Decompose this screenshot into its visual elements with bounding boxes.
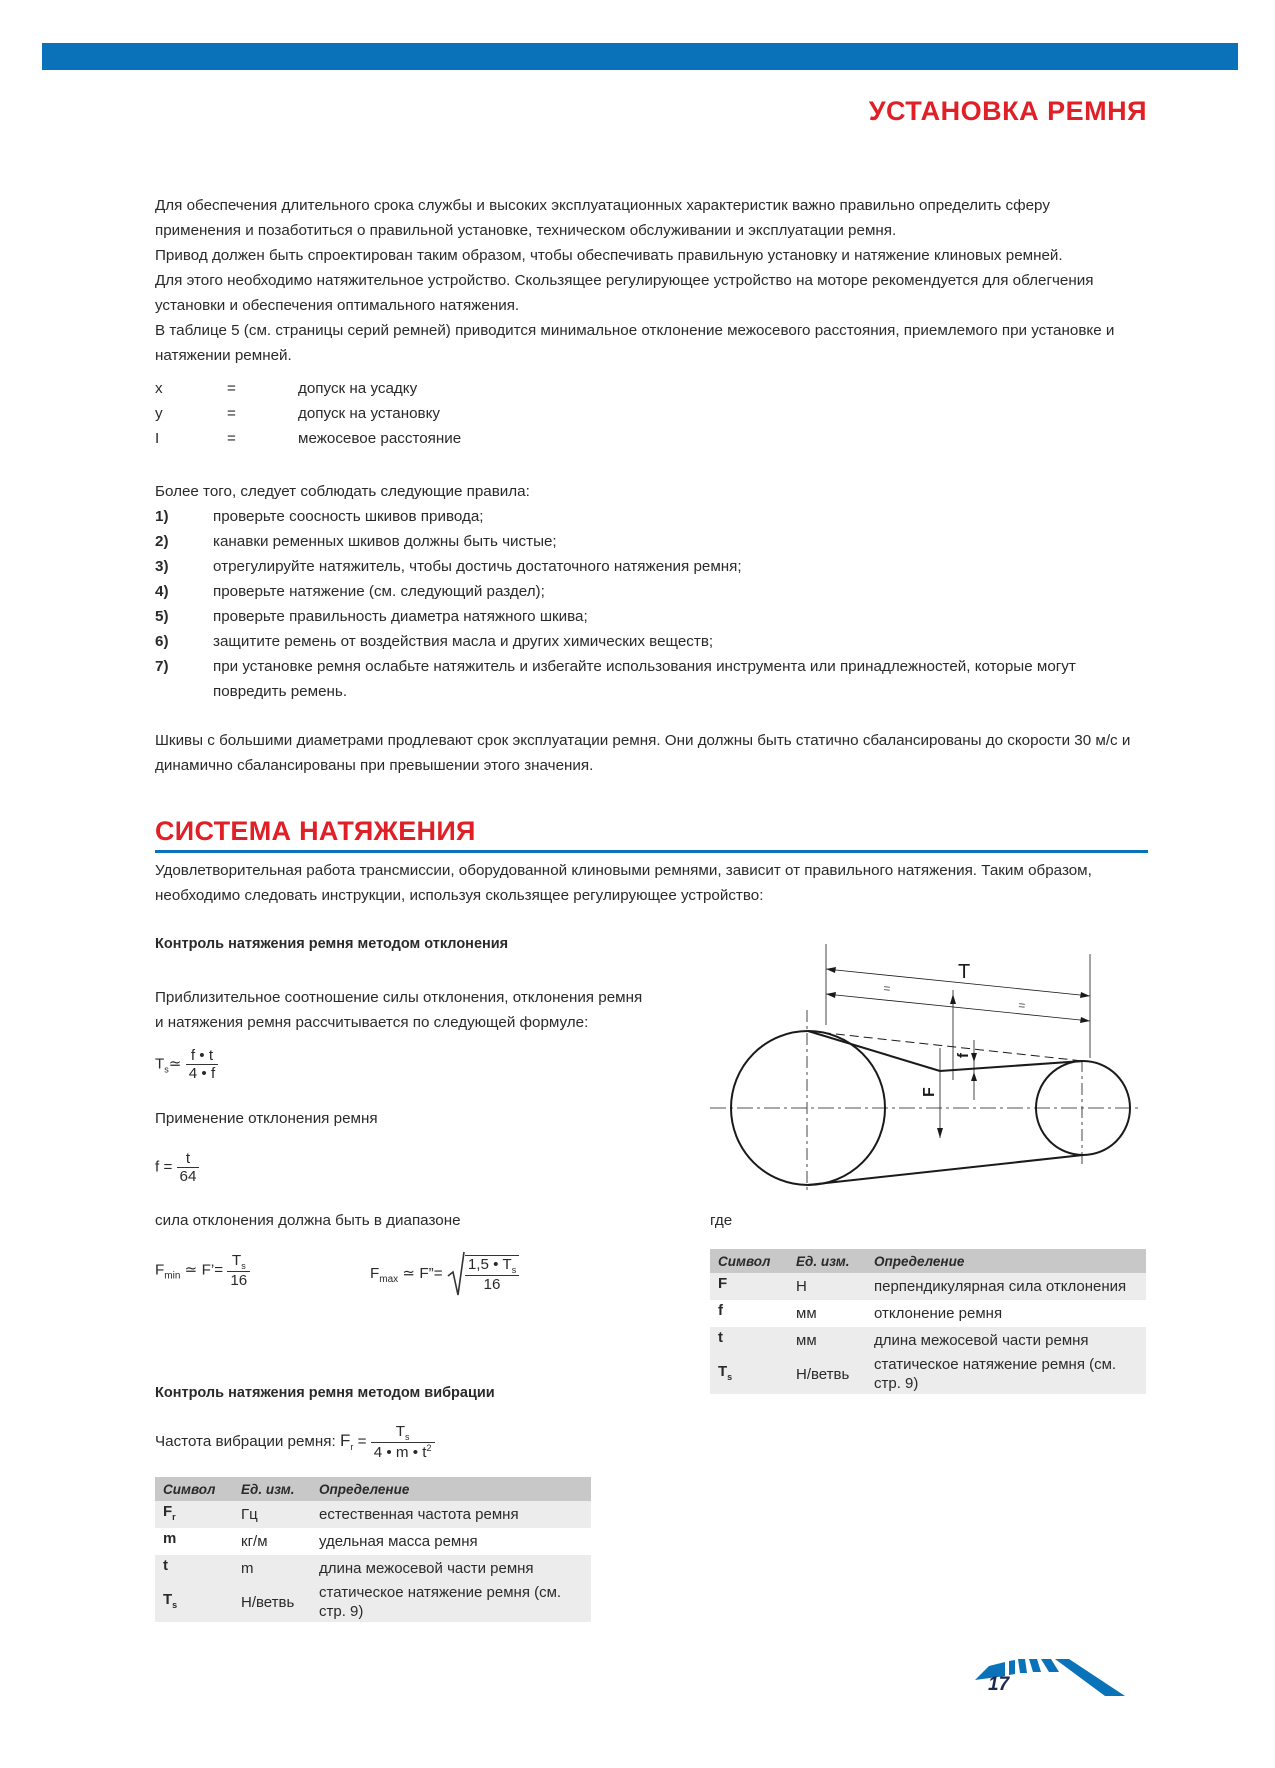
- rule-text: проверьте правильность диаметра натяжного шкива;: [213, 608, 588, 625]
- symbol-eq: =: [227, 430, 236, 447]
- table-header: Ед. изм.: [233, 1477, 311, 1501]
- table-row: m кг/м удельная масса ремня: [155, 1528, 591, 1555]
- rules-list: [155, 479, 1140, 704]
- symbol-desc: межосевое расстояние: [298, 430, 462, 447]
- deflection-symbol-table: [710, 1249, 1146, 1394]
- belt-deflection-diagram: [700, 940, 1150, 1190]
- pulley-note: Шкивы с большими диаметрами продлевают срок эксплуатации ремня. Они должны быть статично сбалансированы до скорости 30 м/с и динамично сбалансированы при превышении этого значения.: [155, 732, 1131, 774]
- rule-text: проверьте соосность шкивов привода;: [213, 508, 484, 525]
- table-row: f мм отклонение ремня: [710, 1300, 1146, 1327]
- diagram-eq-mark: =: [1017, 998, 1027, 1013]
- rule-item: [155, 579, 1140, 604]
- rule-item: [155, 554, 1140, 579]
- rule-text: защитите ремень от воздействия масла и других химических веществ;: [213, 633, 714, 650]
- diagram-label-F: F: [921, 1087, 938, 1097]
- formula-f: f = $\frac{t}{64}$: [155, 1150, 199, 1185]
- table-row: $T_s$ Н/ветвь статическое натяжение ремня (см. стр. 9): [710, 1354, 1146, 1394]
- rule-number: 6): [155, 633, 169, 650]
- symbol: I: [155, 430, 160, 447]
- deflection-text: [155, 985, 715, 1035]
- table-header: Символ: [710, 1249, 788, 1273]
- symbol-eq: =: [227, 380, 236, 397]
- intro-paragraph: Для этого необходимо натяжительное устройство. Скользящее регулирующее устройство на моторе рекомендуется для облегчения установки и обеспечения оптимального натяжения.: [155, 272, 1094, 314]
- rule-text: при установке ремня ослабьте натяжитель и избегайте использования инструмента или принадлежностей, которые могут повредить ремень.: [213, 658, 1076, 700]
- table-row: t мм длина межосевой части ремня: [710, 1327, 1146, 1354]
- intro-text: [155, 193, 1140, 368]
- header-bar: [42, 43, 1238, 70]
- fraction: $\frac{T_s}{16}$: [227, 1252, 250, 1289]
- symbol: y: [155, 405, 163, 422]
- intro-paragraph: В таблице 5 (см. страницы серий ремней) приводится минимальное отклонение межосевого расстояния, приемлемого при установке и натяжении ремней.: [155, 322, 1115, 364]
- rule-item: [155, 654, 1140, 704]
- where-label: где: [710, 1212, 733, 1229]
- page-title: УСТАНОВКА РЕМНЯ: [868, 96, 1147, 126]
- table-header: Символ: [155, 1477, 233, 1501]
- deflection-text-line: Приблизительное соотношение силы отклонения, отклонения ремня: [155, 989, 643, 1006]
- rule-item: [155, 604, 1140, 629]
- rule-number: 5): [155, 608, 169, 625]
- section-rule: [155, 850, 1148, 853]
- table-row: $F_r$ Гц естественная частота ремня: [155, 1501, 591, 1528]
- rule-item: [155, 504, 1140, 529]
- formula-vibration: Частота вибрации ремня: $F_r$ = $\frac{T_s}{4 • m • t^2}$: [155, 1423, 435, 1461]
- table-header: Ед. изм.: [788, 1249, 866, 1273]
- table-row: F Н перпендикулярная сила отклонения: [710, 1273, 1146, 1300]
- formula-ts: $T_s≃$ $\frac{f • t}{4 • f}$: [155, 1047, 218, 1082]
- rule-item: [155, 629, 1140, 654]
- symbol-eq: =: [227, 405, 236, 422]
- rule-number: 3): [155, 558, 169, 575]
- deflection-text-line: и натяжения ремня рассчитывается по следующей формуле:: [155, 1014, 589, 1031]
- fraction: $\frac{1,5 • T_s}{16}$: [465, 1255, 519, 1293]
- intro-paragraph: Для обеспечения длительного срока службы и высоких эксплуатационных характеристик важно правильно определить сферу применения и позаботиться о правильной установке, техническом обслуживании и эксплуатации ремня.: [155, 197, 1050, 239]
- formula-fmax: $F_{max}$ ≃ F”= $\frac{1,5 • T_s}{16}$: [370, 1250, 519, 1298]
- diagram-label-T: T: [958, 961, 971, 983]
- rule-number: 4): [155, 583, 169, 600]
- table-header: Определение: [311, 1477, 591, 1501]
- table-row: t m длина межосевой части ремня: [155, 1555, 591, 1582]
- section-title: СИСТЕМА НАТЯЖЕНИЯ: [155, 816, 476, 846]
- rules-intro: Более того, следует соблюдать следующие правила:: [155, 483, 530, 500]
- fraction: $\frac{f • t}{4 • f}$: [186, 1047, 218, 1082]
- section-intro: Удовлетворительная работа трансмиссии, оборудованной клиновыми ремнями, зависит от правильного натяжения. Таким образом, необходимо следовать инструкции, используя скользящее регулирующее устройство:: [155, 862, 1092, 904]
- rule-text: канавки ременных шкивов должны быть чистые;: [213, 533, 557, 550]
- fraction: $\frac{t}{64}$: [177, 1150, 200, 1185]
- intro-paragraph: Привод должен быть спроектирован таким образом, чтобы обеспечивать правильную установку и натяжение клиновых ремней.: [155, 247, 1063, 264]
- page-number: 17: [988, 1674, 1010, 1695]
- diagram-label-f: f: [955, 1053, 972, 1058]
- apply-label: Применение отклонения ремня: [155, 1110, 378, 1127]
- vibration-heading: Контроль натяжения ремня методом вибрации: [155, 1385, 495, 1401]
- rule-text: отрегулируйте натяжитель, чтобы достичь достаточного натяжения ремня;: [213, 558, 742, 575]
- symbol-desc: допуск на усадку: [298, 380, 418, 397]
- rule-text: проверьте натяжение (см. следующий раздел);: [213, 583, 545, 600]
- rule-item: [155, 529, 1140, 554]
- formula-fmin: $F_{min}$ ≃ F’= $\frac{T_s}{16}$: [155, 1252, 250, 1289]
- rule-number: 1): [155, 508, 169, 525]
- symbol-desc: допуск на установку: [298, 405, 441, 422]
- deflection-heading: Контроль натяжения ремня методом отклонения: [155, 936, 509, 952]
- table-row: $T_s$ Н/ветвь статическое натяжение ремня (см. стр. 9): [155, 1582, 591, 1622]
- rule-number: 7): [155, 658, 169, 675]
- rule-number: 2): [155, 533, 169, 550]
- fraction: $\frac{T_s}{4 • m • t^2}$: [371, 1423, 435, 1461]
- diagram-eq-mark: =: [882, 981, 892, 996]
- sqrt-icon: [447, 1250, 465, 1298]
- symbol: x: [155, 380, 163, 397]
- range-label: сила отклонения должна быть в диапазоне: [155, 1212, 461, 1229]
- table-header: Определение: [866, 1249, 1146, 1273]
- vibration-symbol-table: [155, 1477, 591, 1622]
